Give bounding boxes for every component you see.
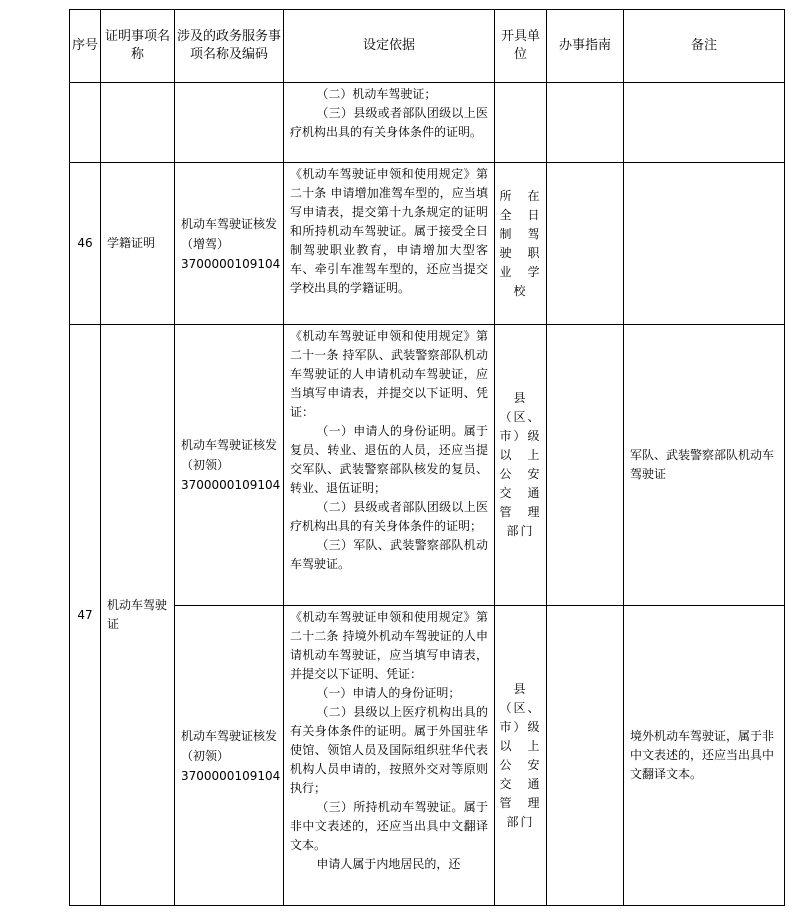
unit-line: 交 通 [499,776,542,791]
guide-cell [547,606,624,906]
note-cell: 境外机动车驾驶证，属于非中文表述的，还应当出具中文翻译文本。 [624,606,785,906]
basis-clause: （三）县级或者部队团级以上医疗机构出具的有关身体条件的证明。 [290,106,488,139]
table-row-47b [70,606,785,906]
basis-paragraph: 《机动车驾驶证申领和使用规定》第二十二条 持境外机动车驾驶证的人申请机动车驾驶证，应当填写申请表，并提交以下证明、凭证： [290,610,488,681]
header-guide: 办事指南 [547,10,624,83]
unit-line: 制 驾 [499,226,542,241]
unit-line: 业 学 [499,264,542,279]
cont-name [101,83,175,163]
row-no: 47 [70,325,101,906]
cont-note [624,83,785,163]
issuing-unit [495,163,547,325]
service-item-code: 3700000109104 [181,256,281,271]
issuing-unit [495,325,547,606]
basis-clause: （一）申请人的身份证明。属于复员、转业、退伍的人员，还应当提交军队、武装警察部队核发的复员、转业、退伍证明； [290,424,488,495]
unit-line: 部门 [506,814,535,829]
header-row [70,10,785,83]
cont-guide [547,83,624,163]
header-cert-name: 证明事项名称 [101,10,175,83]
unit-line: 校 [513,283,528,298]
unit-line: 县 [513,681,528,696]
service-item [175,606,284,906]
service-item-code: 3700000109104 [181,768,281,783]
basis-text [284,606,495,906]
basis-paragraph: 《机动车驾驶证申领和使用规定》第二十一条 持军队、武装警察部队机动车驾驶证的人申请机动车驾驶证，应当填写申请表，并提交以下证明、凭证： [290,329,488,419]
cert-name: 学籍证明 [101,163,175,325]
service-item-code: 3700000109104 [181,478,281,492]
unit-line: 所 在 [499,188,542,203]
unit-line: 市）级 [499,719,542,734]
certificate-table [69,9,785,906]
unit-line: 以 上 [499,448,542,462]
header-service-item: 涉及的政务服务事项名称及编码 [175,10,284,83]
guide-cell [547,163,624,325]
table-row-continued [70,83,785,163]
service-item [175,325,284,606]
unit-line: 部门 [506,524,535,538]
service-item [175,163,284,325]
unit-line: 全 日 [499,207,542,222]
basis-clause: （二）县级或者部队团级以上医疗机构出具的有关身体条件的证明； [290,500,488,533]
basis-paragraph: 《机动车驾驶证申领和使用规定》第二十条 申请增加准驾车型的，应当填写申请表，提交第十九条规定的证明和所持机动车驾驶证。属于接受全日制驾驶职业教育，申请增加大型客车、牵引车准驾车型的，还应当提交学校出具的学籍证明。 [290,167,488,295]
basis-clause: （一）申请人的身份证明； [316,686,461,700]
cont-basis [284,83,495,163]
basis-text [284,325,495,606]
basis-clause: 申请人属于内地居民的，还 [316,857,461,871]
unit-line: 交 通 [499,486,542,500]
note-cell [624,163,785,325]
basis-clause: （三）军队、武装警察部队机动车驾驶证。 [290,538,488,571]
basis-clause: （三）所持机动车驾驶证。属于非中文表述的，还应当出具中文翻译文本。 [290,800,488,852]
unit-line: 驶 职 [499,245,542,260]
unit-line: （区、 [499,410,542,424]
unit-line: （区、 [499,700,542,715]
service-item-name: 机动车驾驶证核发（初领） [181,728,278,763]
unit-line: 管 理 [499,505,542,519]
basis-clause: （二）县级以上医疗机构出具的有关身体条件的证明。属于外国驻华使馆、领馆人员及国际组织驻华代表机构人员申请的，按照外交对等原则执行； [290,705,488,795]
cont-unit [495,83,547,163]
unit-line: 市）级 [499,429,542,443]
service-item-name: 机动车驾驶证核发（增驾） [181,216,278,251]
header-no: 序号 [70,10,101,83]
row-no: 46 [70,163,101,325]
basis-text [284,163,495,325]
issuing-unit [495,606,547,906]
header-note: 备注 [624,10,785,83]
cont-no [70,83,101,163]
cont-item [175,83,284,163]
unit-line: 公 安 [499,757,542,772]
cert-name: 机动车驾驶证 [101,325,175,906]
header-unit: 开具单位 [495,10,547,83]
unit-line: 以 上 [499,738,542,753]
unit-line: 公 安 [499,467,542,481]
unit-line: 管 理 [499,795,542,810]
basis-clause: （二）机动车驾驶证； [316,87,437,101]
service-item-name: 机动车驾驶证核发（初领） [181,438,278,472]
note-cell: 军队、武装警察部队机动车驾驶证 [624,325,785,606]
header-basis: 设定依据 [284,10,495,83]
guide-cell [547,325,624,606]
table-row-47a [70,325,785,606]
unit-line: 县 [513,391,528,405]
table-row-46 [70,163,785,325]
